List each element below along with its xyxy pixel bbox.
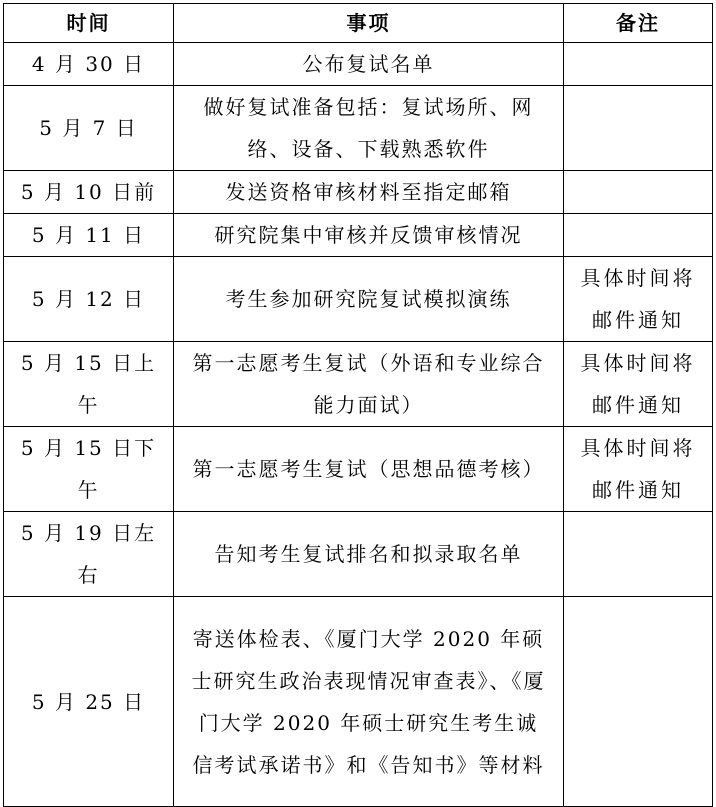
header-note: 备注 bbox=[564, 4, 713, 43]
schedule-table bbox=[3, 3, 713, 807]
cell-note bbox=[564, 597, 713, 807]
cell-note bbox=[564, 86, 713, 171]
header-item: 事项 bbox=[174, 4, 564, 43]
cell-item: 公布复试名单 bbox=[174, 43, 564, 86]
cell-time: 5 月 10 日前 bbox=[4, 171, 174, 214]
cell-item: 发送资格审核材料至指定邮箱 bbox=[174, 171, 564, 214]
table-row bbox=[4, 171, 713, 214]
cell-item: 寄送体检表、《厦门大学 2020 年硕士研究生政治表现情况审查表》、《厦门大学 2020 年硕士研究生考生诚信考试承诺书》和《告知书》等材料 bbox=[174, 597, 564, 807]
cell-time: 4 月 30 日 bbox=[4, 43, 174, 86]
header-row bbox=[4, 4, 713, 43]
table-row bbox=[4, 214, 713, 257]
cell-time: 5 月 12 日 bbox=[4, 257, 174, 342]
cell-time: 5 月 19 日左右 bbox=[4, 512, 174, 597]
table-row bbox=[4, 86, 713, 171]
table-row bbox=[4, 427, 713, 512]
cell-time: 5 月 11 日 bbox=[4, 214, 174, 257]
cell-item: 研究院集中审核并反馈审核情况 bbox=[174, 214, 564, 257]
header-time: 时间 bbox=[4, 4, 174, 43]
cell-note bbox=[564, 512, 713, 597]
table-row bbox=[4, 43, 713, 86]
table-row bbox=[4, 512, 713, 597]
cell-note bbox=[564, 171, 713, 214]
cell-note bbox=[564, 214, 713, 257]
cell-time: 5 月 15 日下午 bbox=[4, 427, 174, 512]
cell-note: 具体时间将邮件通知 bbox=[564, 257, 713, 342]
table-row bbox=[4, 257, 713, 342]
cell-item: 考生参加研究院复试模拟演练 bbox=[174, 257, 564, 342]
cell-item: 第一志愿考生复试（思想品德考核） bbox=[174, 427, 564, 512]
cell-note bbox=[564, 43, 713, 86]
cell-note: 具体时间将邮件通知 bbox=[564, 342, 713, 427]
cell-item: 第一志愿考生复试（外语和专业综合能力面试） bbox=[174, 342, 564, 427]
cell-item: 告知考生复试排名和拟录取名单 bbox=[174, 512, 564, 597]
cell-item: 做好复试准备包括：复试场所、网络、设备、下载熟悉软件 bbox=[174, 86, 564, 171]
table-row bbox=[4, 342, 713, 427]
table-row bbox=[4, 597, 713, 807]
cell-note: 具体时间将邮件通知 bbox=[564, 427, 713, 512]
cell-time: 5 月 25 日 bbox=[4, 597, 174, 807]
cell-time: 5 月 7 日 bbox=[4, 86, 174, 171]
cell-time: 5 月 15 日上午 bbox=[4, 342, 174, 427]
